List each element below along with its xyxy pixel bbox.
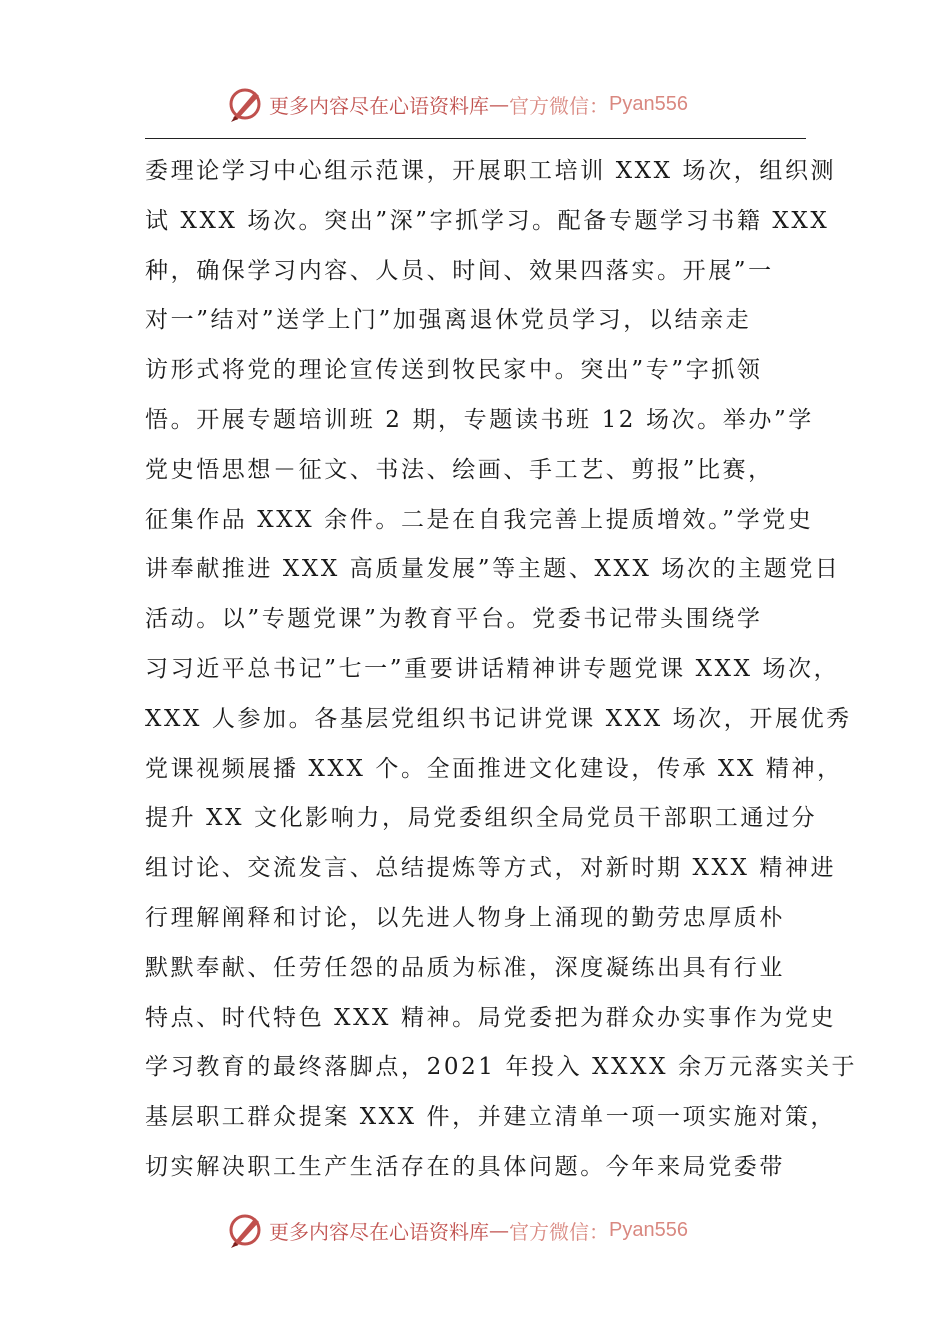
watermark-separator: —	[489, 1218, 509, 1242]
paragraph-line: 试 XXX 场次。突出”深”字抓学习。配备专题学习书籍 XXX	[145, 207, 830, 234]
watermark-wechat-label: 官方微信：	[509, 1219, 609, 1244]
paragraph-line: 学习教育的最终落脚点，2021 年投入 XXXX 余万元落实关于	[145, 1054, 858, 1081]
paragraph-line: 切实解决职工生产生活存在的具体问题。今年来局党委带	[145, 1153, 785, 1180]
paragraph-line: 党史悟思想－征文、书法、绘画、手工艺、剪报”比赛，	[145, 456, 774, 483]
paragraph-line: 种，确保学习内容、人员、时间、效果四落实。开展”一	[145, 257, 774, 284]
header-watermark	[225, 84, 688, 124]
footer-watermark	[225, 1210, 688, 1250]
paragraph-line: 党课视频展播 XXX 个。全面推进文化建设，传承 XX 精神，	[145, 755, 843, 782]
watermark-wechat-id: Pyan556	[609, 92, 688, 115]
paragraph-line: 访形式将党的理论宣传送到牧民家中。突出”专”字抓领	[145, 357, 763, 384]
watermark-site: 更多内容尽在心语资料库	[269, 93, 489, 118]
paragraph-line: 悟。开展专题培训班 2 期，专题读书班 12 场次。举办”学	[145, 406, 814, 433]
paragraph-line: 对一”结对”送学上门”加强离退休党员学习，以结亲走	[145, 307, 752, 334]
watermark-wechat-label: 官方微信：	[509, 93, 609, 118]
document-body	[145, 147, 858, 1193]
paragraph-line: 习习近平总书记”七一”重要讲话精神讲专题党课 XXX 场次，	[145, 655, 840, 682]
header-rule	[145, 138, 806, 139]
watermark-wechat-id: Pyan556	[609, 1218, 688, 1241]
paragraph-line: 组讨论、交流发言、总结提炼等方式，对新时期 XXX 精神进	[145, 855, 837, 882]
pen-circle-logo-icon	[225, 1210, 265, 1250]
watermark-separator: —	[489, 92, 509, 116]
paragraph-line: 特点、时代特色 XXX 精神。局党委把为群众办实事作为党史	[145, 1004, 837, 1031]
paragraph-line: 默默奉献、任劳任怨的品质为标准，深度凝练出具有行业	[145, 954, 785, 981]
paragraph-line: 征集作品 XXX 余件。二是在自我完善上提质增效。”学党史	[145, 506, 814, 533]
paragraph-line: 基层职工群众提案 XXX 件，并建立清单一项一项实施对策，	[145, 1104, 837, 1131]
paragraph-line: 行理解阐释和讨论，以先进人物身上涌现的勤劳忠厚质朴	[145, 904, 785, 931]
paragraph-line: 委理论学习中心组示范课，开展职工培训 XXX 场次，组织测	[145, 158, 837, 184]
paragraph-line: 讲奉献推进 XXX 高质量发展”等主题、XXX 场次的主题党日	[145, 556, 841, 583]
paragraph-line: 活动。以”专题党课”为教育平台。党委书记带头围绕学	[145, 606, 763, 633]
pen-circle-logo-icon	[225, 84, 265, 124]
paragraph-line: 提升 XX 文化影响力，局党委组织全局党员干部职工通过分	[145, 805, 818, 832]
watermark-site: 更多内容尽在心语资料库	[269, 1219, 489, 1244]
paragraph-line: XXX 人参加。各基层党组织书记讲党课 XXX 场次，开展优秀	[145, 705, 852, 732]
